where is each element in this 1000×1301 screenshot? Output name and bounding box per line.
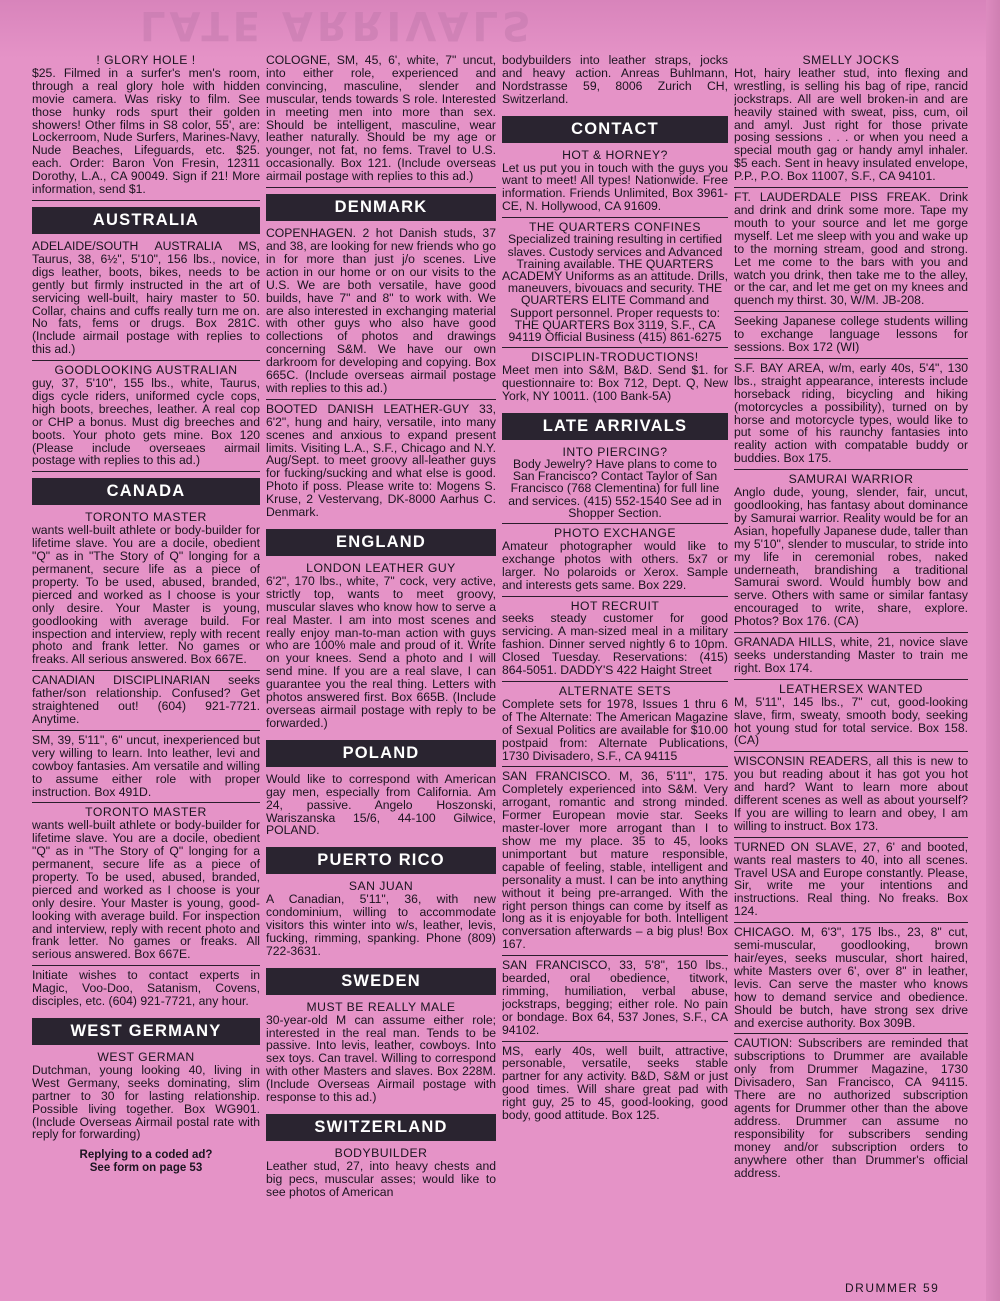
ad-body: Dutchman, young looking 40, living in West Germany, seeks dominating, slim partner to 30 for lasting relationship. Possible living together. Box WG901. (Include Overseas Airmail postal rate with reply for forwarding) [32,1062,260,1142]
section-england: ENGLAND [266,529,496,556]
ad-bodybuilder [266,1147,496,1203]
ad-san-juan [266,880,496,961]
column-2 [266,54,496,1206]
ad-heading: INTO PIERCING? [562,444,668,459]
ad-body: Leather stud, 27, into heavy chests and big pecs, muscular asses; would like to see photos of American [266,1158,496,1199]
ad-body: A Canadian, 5'11", 36, with new condominium, willing to accommodate visitors this winter into w/s, leather, levis, fucking, rimming, spanking. Phone (809) 722-3631. [266,892,496,958]
ad-body: CHICAGO. M, 6'3", 175 lbs., 23, 8" cut, semi-muscular, goodlooking, brown hair/eyes, seeks muscular, short haired, white Masters over 6', over 8" in leather, levis. Can serve the master who knows how to demand service and obedience. Should be butch, have strong sex drive and exercise authority. Box 309B. [734,925,968,1030]
ad-west-german [32,1051,260,1145]
ad-heading: SAN JUAN [348,879,414,894]
ad-heading: PHOTO EXCHANGE [554,526,676,541]
ad-body: CAUTION: Subscribers are reminded that subscriptions to Drummer are available only from Drummer Magazine, 1730 Divisadero, San Francisco, CA 94115. There are no authorized subscription agents for Drummer other than the above address. Drummer can assume no responsibility for subscribers sending money and/or subscription orders to anywhere other than Drummer's official address. [734,1036,968,1180]
ad-heading: THE QUARTERS CONFINES [528,220,702,235]
section-sweden: SWEDEN [266,968,496,995]
ad-heading: BODYBUILDER [334,1146,428,1160]
ad-body: seeks steady customer for good servicing. A man-sized meal in a military fashion. Dinner served nightly 6 to 10pm. Closed Tuesday. Reservations: (415) 864-5051. DADDY'S 422 Haight Street [502,611,728,678]
ad-heading: LONDON LEATHER GUY [306,561,456,575]
ad-heading: DISCIPLIN-TRODUCTIONS! [531,350,699,365]
ad-body: Body Jewelry? Have plans to come to San Francisco? Contact Taylor of San Francisco (768 Clementina) for full line and services. (415) 552-1540 See ad in Shopper Section. [508,457,722,520]
section-contact: CONTACT [502,116,728,143]
ad-body: BOOTED DANISH LEATHER-GUY 33, 6'2", hung and hairy, versatile, into many scenes and anxious to expand present limits. Visiting L.A., S.F., Chicago and N.Y. Aug/Sept. to meet groovy all-leather guys for fucking/sucking and what else is good. Photo if poss. Please write to: Mogens S. Kruse, 2 Vestervang, DK-8000 Aarhus C. Denmark. [266,401,496,520]
column-4 [734,54,968,1186]
ad-goodlooking-australian [32,364,260,472]
ad-adelaide [32,240,260,361]
ad-leathersex-wanted [734,683,968,753]
ad-initiate [32,969,260,1012]
ad-heading: ! GLORY HOLE ! [96,54,196,67]
ad-heading: LEATHERSEX WANTED [779,681,923,696]
ad-cologne [266,54,496,188]
column-1 [32,54,260,1175]
ad-heading: TORONTO MASTER [85,805,207,820]
ad-smelly-jocks [734,54,968,188]
ad-body: Anglo dude, young, slender, fair, uncut, goodlooking, has fantasy about dominance by Samurai warrior. Reality would be for an Asian, hopefully Japanese dude, taller than my 5'10", slender to muscular, to stride into my life in ceremonial robes, naked underneath, brandishing a traditional Samurai sword. Would humbly bow and serve. Others with same or similar fantasy encouraged to write, share, explore. Photos? Box 176. (CA) [734,485,968,629]
coded-ad-note-line-2: See form on page 53 [89,1162,203,1175]
ad-heading: SMELLY JOCKS [802,54,900,67]
ad-canadian-disciplinarian [32,674,260,731]
ad-heading: ALTERNATE SETS [558,684,672,698]
ad-body: Let us put you in touch with the guys you want to meet! All types! Nationwide. Free information. Friends Unlimited, Box 3961-CE, N. Hollywood, CA 91609. [502,160,728,214]
coded-ad-note [32,1149,260,1175]
ad-body: CANADIAN DISCIPLINARIAN seeks father/son relationship. Confused? Get straightened out! (604) 921-7721. Anytime. [32,673,260,726]
section-canada: CANADA [32,478,260,505]
ad-body: Specialized training resulting in certified slaves. Custody services and Advanced Training available. THE QUARTERS ACADEMY Uniforms as an attitude. Drills, maneuvers, bivouacs and security. THE QUARTERS ELITE Command and Support personnel. Proper requests to: THE QUARTERS Box 3119, S.F., CA 94119 Official Business (415) 861-6275 [502,232,728,344]
ad-photo-exchange [502,527,728,597]
ad-body: Would like to correspond with American gay men, especially from California. Am 24, passive. Angelo Hoszonski, Wariszanska 15/6, 44-100 Gilwice, POLAND. [266,771,496,838]
ad-sm-39 [32,734,260,804]
ad-hot-recruit [502,600,728,682]
ad-body: Complete sets for 1978, Issues 1 thru 6 of The Alternate: The American Magazine of Sexual Politics are available for $10.00 postpaid from: Alternate Publications, 1730 Divisadero, S.F., CA 94115 [502,696,728,763]
section-denmark: DENMARK [266,194,496,221]
ad-body: GRANADA HILLS, white, 21, novice slave seeks understanding Master to train me right. Box 174. [734,635,968,675]
ad-body: 6'2", 170 lbs., white, 7" cock, very active, strictly top, wants to meet groovy, muscular slaves who know how to serve a real Master. I am into most scenes and really enjoy man-to-man action with guys who are 100% male and proud of it. Write on your knees. Send a photo and I will send mine. If you are a real slave, I can guarantee you the real thing. Letters with photos answered first. Box 665B. (Include overseas airmail postage with reply to be forwarded.) [266,573,496,730]
ad-body: FT. LAUDERDALE PISS FREAK. Drink and drink and drink some more. Tape my mouth to your source and let me gorge myself. Let me sleep with you and wake up to the morning stream, good and strong. Let me come to the bars with you and watch you drink, then take me to the alley, or the car, and let me get on my knees and quench my thirst. 30, W/M. JB-208. [734,190,968,308]
ad-body: SAN FRANCISCO, 33, 5'8", 150 lbs., bearded, oral obedience, titwork, rimming, humiliation, verbal abuse, jockstraps, begging; either role. No pain or bondage. Box 64, 537 Jones, S.F., CA 94102. [502,958,728,1037]
ad-zurich [502,54,728,110]
ad-turned-on-slave [734,841,968,923]
ad-body: $25. Filmed in a surfer's men's room, through a real glory hole with hidden movie camera. Was risky to film. See those hunky rods spurt their golden showers! Other films in S8 color, 55', are: Lockerroom, Nude Surfers, Marines-Navy, Nude Beaches, Lifeguards, etc. $25. each. Order: Baron Von Fresin, 12311 Dorothy, L.A., CA 90049. Sign if 21! More information, send $1. [32,65,260,197]
ad-heading: HOT RECRUIT [570,598,660,613]
section-poland: POLAND [266,740,496,767]
ad-san-francisco-33 [502,959,728,1041]
ad-japanese-students [734,315,968,359]
ad-heading: MUST BE REALLY MALE [306,999,456,1014]
mirrored-banner-ghost: LATE ARRIVALS [140,2,535,48]
ad-body: guy, 37, 5'10", 155 lbs., white, Taurus, digs cycle riders, uniformed cycle cops, high boots, breeches, leather. A real cop or CHP a bonus. Must dig breeches and boots. Your photo gets mine. Box 120 (Please include overseaes airmail postage with replies to this ad.) [32,376,260,468]
ad-body: TURNED ON SLAVE, 27, 6' and booted, wants real masters to 40, into all scenes. Travel USA and Europe constantly. Please, Sir, write me your intentions and instructions. Real thing. No freaks. Box 124. [734,839,968,919]
ad-body: S.F. BAY AREA, w/m, early 40s, 5'4", 130 lbs., straight appearance, interests include horseback riding, bicycling and hiking (motorcycles a possibility), turned on by horse and motorcycle types, would like to put some of his raunchy fantasies into reality action with compatable buddy or buddies. Box 175. [734,360,968,466]
column-3 [502,54,728,1129]
ad-poland [266,773,496,842]
ad-hot-horney [502,149,728,219]
ad-body: Hot, hairy leather stud, into flexing and wrestling, is selling his bag of ripe, rancid jockstraps. All are well broken-in and are heavily stained with sweat, piss, cum, oil and amyl. Just right for those private posing sessions . . . or when you need a special mouth gag or handy amyl inhaler. $5 each. Sent in heavy insulated envelope, P.P., P.O. Box 11007, S.F., CA 94101. [734,65,968,184]
ad-wisconsin-readers [734,755,968,837]
ad-body: COPENHAGEN. 2 hot Danish studs, 37 and 38, are looking for new friends who go in for more than just j/o scenes. Live action in our home or on our visits to the U.S. We are both versatile, have good builds, have 7" and 8" to work with. We are also interested in exchanging material with other guys who also have good collections of photos and drawings concerning S&M. We have our own darkroom for developing and copying. Box 665C. (Include overseas airmail postage with replies to this ad.) [266,226,496,395]
ad-disciplin-troductions [502,351,728,407]
ad-samurai-warrior [734,473,968,633]
ad-body: bodybuilders into leather straps, jocks and heavy action. Anreas Buhlmann, Nordstrasse 59, 8006 Zurich CH, Switzerland. [502,54,728,106]
ad-heading: HOT & HORNEY? [562,147,668,162]
ad-body: Meet men into S&M, B&D. Send $1. for questionnaire to: Box 712, Dept. Q, New York, NY 10011. (100 Bank-5A) [502,363,728,403]
ad-glory-hole [32,54,260,201]
ad-body: Initiate wishes to contact experts in Magic, Voo-Doo, Satanism, Covens, disciples, etc. (604) 921-7721, any hour. [32,968,260,1009]
section-west-germany: WEST GERMANY [32,1018,260,1045]
ad-into-piercing [502,446,728,524]
ad-body: SAN FRANCISCO. M, 36, 5'11", 175. Completely experienced into S&M. Very arrogant, romantic and strong minded. Former European movie star. Seeks master-lover more arrogant than I to show me my place. 35 to 45, looks unimportant but mature responsible, capable of feeling, stable, intelligent and personality a must. I can be into anything without it being pre-arranged. With the right person things can come by itself as long as it is enjoyable for both. Intelligent conversation afterwards – a big plus! Box 167. [502,769,728,952]
ad-body: Amateur photographer would like to exchange photos with others. 5x7 or larger. No polaroids or Xerox. Sample and interests gets same. Box 229. [502,538,728,592]
ad-body: Seeking Japanese college students willing to exchange language lessons for sessions. Box 172 (WI) [734,314,968,355]
section-australia: AUSTRALIA [32,207,260,234]
ad-body: wants well-built athlete or body-builder for lifetime slave. You are a docile, obedient "Q" as in "The Story of Q" longing for a permanent, secure life as a piece of property. To be used, abused, branded, pierced and worked as I choose is your only desire. Your Master is young, goodlooking with average build. For inspection and interview, reply with recent photo and frank letter. No games or freaks. All serious answered. Box 667E. [32,523,260,667]
ad-ft-lauderdale [734,191,968,312]
ad-toronto-master-1 [32,511,260,671]
ad-chicago [734,926,968,1034]
coded-ad-note-line-1: Replying to a coded ad? [79,1149,213,1162]
ad-body: ADELAIDE/SOUTH AUSTRALIA MS, Taurus, 38, 6½", 5'10", 156 lbs., novice, digs leather, boots, bikes, needs to be gently but firmly instructed in the art of servicing well-built, hairy master to 50. Collar, chains and cuffs really turn me on. No fats, fems or drugs. Box 281C. (Include airmail postage with replies to this ad.) [32,238,260,357]
ad-granada-hills [734,636,968,680]
section-puerto-rico: PUERTO RICO [266,847,496,874]
ad-body: COLOGNE, SM, 45, 6', white, 7" uncut, into either role, experienced and convincing, masculine, slender and muscular, tends towards S role. Interested in meeting men into more than sex. Should be intelligent, masculine, wear leather naturally. Should be my age or younger, not fat, no fems. Travel to U.S. occasionally. Box 121. (Include overseas airmail postage with replies to this ad.) [266,54,496,184]
section-switzerland: SWITZERLAND [266,1114,496,1141]
section-late-arrivals: LATE ARRIVALS [502,413,728,440]
ad-quarters [502,221,728,348]
ad-sweden [266,1001,496,1108]
ad-body: 30-year-old M can assume either role; interested in the real man. Tends to be passive. Into levis, leather, cowboys. Into sex toys. Can travel. Willing to correspond with other Masters and slaves. Box 228M. (Include Overseas Airmail postage with response to this ad.) [266,1012,496,1105]
ad-san-francisco-36 [502,770,728,956]
ad-body: MS, early 40s, well built, attractive, personable, versatile, seeks stable partner for any activity. B&D, S&M or just good times. Will share great pad with right guy, 25 to 45, good-looking, good body, good attitude. Box 125. [502,1043,728,1123]
ad-booted-danish [266,403,496,523]
ad-heading: WEST GERMAN [97,1050,195,1064]
page-folio: DRUMMER 59 [845,1281,940,1295]
ad-caution-subscribers [734,1037,968,1183]
ad-toronto-master-2 [32,806,260,966]
ad-sf-bay-area [734,362,968,470]
ad-body: SM, 39, 5'11", 6" uncut, inexperienced but very willing to learn. Into leather, levi and cowboy fantasies. Am versatile and willing to assume either role with proper instruction. Box 491D. [32,732,260,799]
ad-heading: GOODLOOKING AUSTRALIAN [54,363,238,378]
ad-heading: SAMURAI WARRIOR [788,472,914,487]
ad-alternate-sets [502,685,728,767]
ad-london-leather [266,562,496,734]
ad-copenhagen [266,227,496,400]
right-edge-strip [986,0,1000,1301]
ad-heading: TORONTO MASTER [85,510,207,525]
ad-body: WISCONSIN READERS, all this is new to you but reading about it has got you hot and hard? Want to learn more about different scenes as well as about yourself? If you are willing to learn and obey, I am willing to instruct. Box 173. [734,754,968,833]
ad-body: M, 5'11", 145 lbs., 7" cut, good-looking slave, firm, sweaty, smooth body, seeking hot young stud for total service. Box 158. (CA) [734,694,968,748]
ad-ms-early-40s [502,1045,728,1126]
ad-body: wants well-built athlete or body-builder for lifetime slave. You are a docile, obedient "Q" as in "The Story of Q" longing for a permanent, secure life as a piece of property. To be used, abused, branded, pierced and worked as I choose is your only desire. Your Master is young, good-looking with average build. For inspection and interview, reply with recent photo and frank letter. No games or freaks. All serious answered. Box 667E. [32,818,260,962]
